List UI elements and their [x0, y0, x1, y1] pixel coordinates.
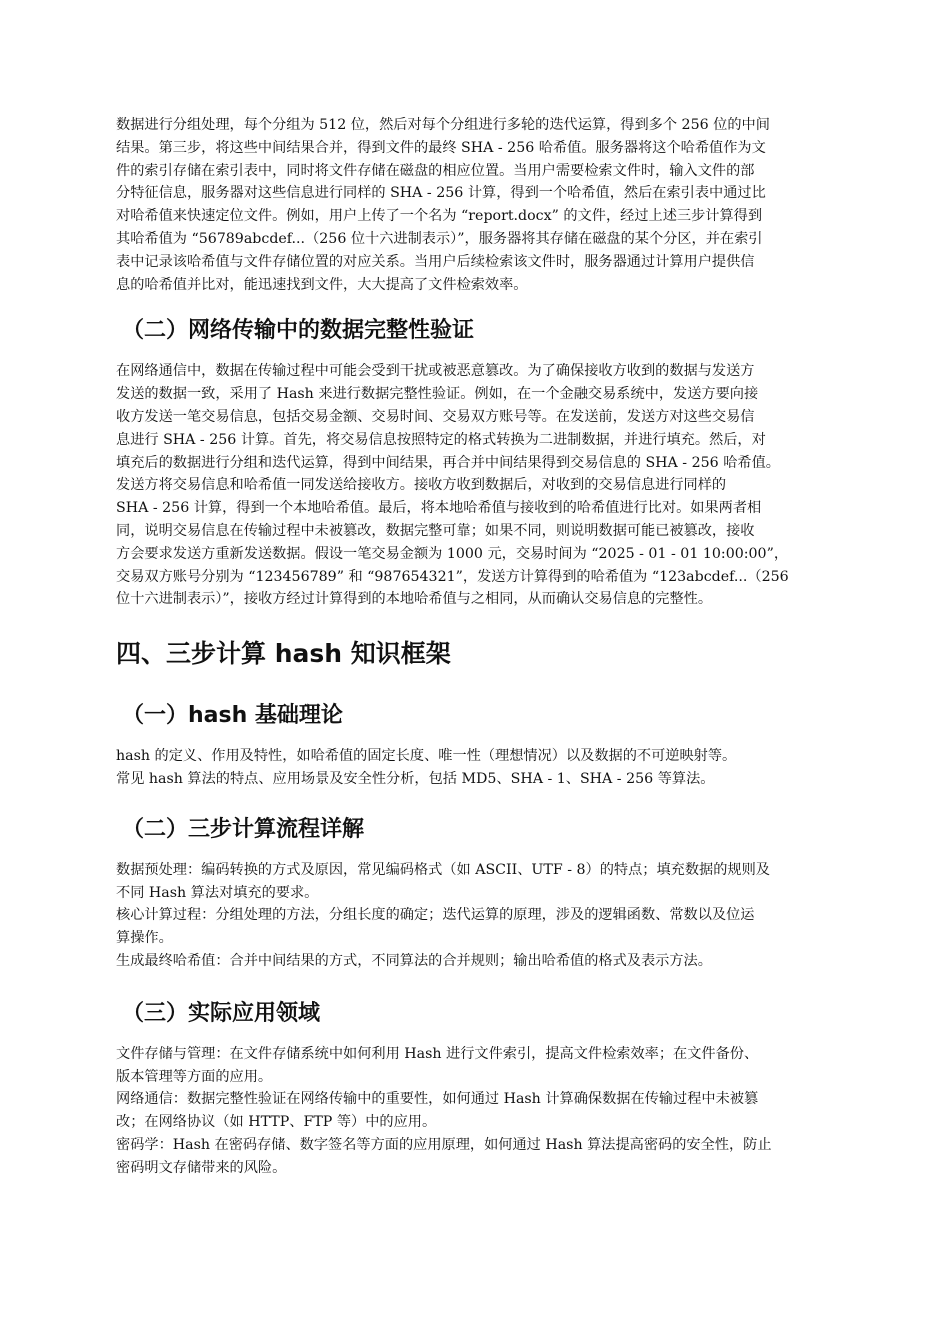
- section-heading-network: （二）网络传输中的数据完整性验证: [122, 318, 475, 344]
- list-item: [116, 1134, 838, 1180]
- paragraph-line: 交易双方账号分别为 “123456789” 和 “987654321”，发送方计算得到的哈希值为 “123abcdef...（256: [116, 568, 789, 585]
- section-heading-basics: （一）hash 基础理论: [122, 703, 343, 729]
- paragraph-line: 表中记录该哈希值与文件存储位置的对应关系。当用户后续检索该文件时，服务器通过计算用户提供信: [116, 253, 755, 270]
- paragraph-line: 填充后的数据进行分组和迭代运算，得到中间结果，再合并中间结果得到交易信息的 SHA - 256 哈希值。: [116, 454, 780, 471]
- item-line: hash 的定义、作用及特性，如哈希值的固定长度、唯一性（理想情况）以及数据的不可逆映射等。: [116, 748, 737, 765]
- list-item: [116, 950, 838, 973]
- item-line: 网络通信：数据完整性验证在网络传输中的重要性，如何通过 Hash 计算确保数据在传输过程中未被篡: [116, 1091, 759, 1108]
- item-line: 生成最终哈希值：合并中间结果的方式，不同算法的合并规则；输出哈希值的格式及表示方法。: [116, 952, 712, 969]
- list-item: [116, 768, 838, 791]
- item-line: 算操作。: [116, 930, 173, 947]
- steps-list: [116, 859, 838, 973]
- paragraph-line: 其哈希值为 “56789abcdef...（256 位十六进制表示）”，服务器将其存储在磁盘的某个分区，并在索引: [116, 230, 763, 247]
- item-line: 核心计算过程：分组处理的方法，分组长度的确定；迭代运算的原理，涉及的逻辑函数、常数以及位运: [116, 907, 755, 924]
- paragraph-line: 息的哈希值并比对，能迅速找到文件，大大提高了文件检索效率。: [116, 276, 528, 293]
- paragraph-line: 数据进行分组处理，每个分组为 512 位，然后对每个分组进行多轮的迭代运算，得到多个 256 位的中间: [116, 117, 770, 133]
- paragraph-line: 在网络通信中，数据在传输过程中可能会受到干扰或被恶意篡改。为了确保接收方收到的数据与发送方: [116, 363, 755, 380]
- item-line: 常见 hash 算法的特点、应用场景及安全性分析，包括 MD5、SHA - 1、SHA - 256 等算法。: [116, 770, 715, 787]
- paragraph-line: 位十六进制表示）”，接收方经过计算得到的本地哈希值与之相同，从而确认交易信息的完整性。: [116, 591, 713, 608]
- list-item: [116, 859, 838, 905]
- basics-list: [116, 745, 838, 791]
- intro-paragraph: [116, 114, 838, 296]
- paragraph-line: 结果。第三步，将这些中间结果合并，得到文件的最终 SHA - 256 哈希值。服务器将这个哈希值作为文: [116, 139, 766, 156]
- section-heading-applications: （三）实际应用领域: [122, 1000, 321, 1026]
- paragraph-line: 方会要求发送方重新发送数据。假设一笔交易金额为 1000 元，交易时间为 “2025 - 01 - 01 10:00:00”，: [116, 545, 789, 562]
- item-line: 密码学：Hash 在密码存储、数字签名等方面的应用原理，如何通过 Hash 算法提高密码的安全性，防止: [116, 1136, 772, 1153]
- item-line: 数据预处理：编码转换的方式及原因，常见编码格式（如 ASCII、UTF - 8）的特点；填充数据的规则及: [116, 861, 770, 878]
- list-item: [116, 745, 838, 768]
- item-line: 版本管理等方面的应用。: [116, 1068, 273, 1085]
- network-paragraph: [116, 360, 838, 611]
- list-item: [116, 904, 838, 950]
- paragraph-line: SHA - 256 计算，得到一个本地哈希值。最后，将本地哈希值与接收到的哈希值进行比对。如果两者相: [116, 500, 762, 517]
- paragraph-line: 件的索引存储在索引表中，同时将文件存储在磁盘的相应位置。当用户需要检索文件时，输入文件的部: [116, 162, 755, 179]
- paragraph-line: 收方发送一笔交易信息，包括交易金额、交易时间、交易双方账号等。在发送前，发送方对这些交易信: [116, 408, 755, 425]
- item-line: 文件存储与管理：在文件存储系统中如何利用 Hash 进行文件索引，提高文件检索效率；在文件备份、: [116, 1045, 759, 1062]
- paragraph-line: 发送的数据一致，采用了 Hash 来进行数据完整性验证。例如，在一个金融交易系统中，发送方要向接: [116, 386, 759, 403]
- paragraph-line: 同，说明交易信息在传输过程中未被篡改，数据完整可靠；如果不同，则说明数据可能已被篡改，接收: [116, 522, 755, 539]
- applications-list: [116, 1043, 838, 1180]
- item-line: 不同 Hash 算法对填充的要求。: [116, 884, 319, 901]
- section-heading-steps: （二）三步计算流程详解: [122, 816, 365, 842]
- chapter-heading-four: 四、三步计算 hash 知识框架: [116, 639, 451, 669]
- paragraph-line: 发送方将交易信息和哈希值一同发送给接收方。接收方收到数据后，对收到的交易信息进行同样的: [116, 477, 727, 494]
- paragraph-line: 对哈希值来快速定位文件。例如，用户上传了一个名为 “report.docx” 的文件，经过上述三步计算得到: [116, 208, 763, 225]
- list-item: [116, 1043, 838, 1089]
- paragraph-line: 息进行 SHA - 256 计算。首先，将交易信息按照特定的格式转换为二进制数据，并进行填充。然后，对: [116, 431, 766, 448]
- paragraph-line: 分特征信息，服务器对这些信息进行同样的 SHA - 256 计算，得到一个哈希值，然后在索引表中通过比: [116, 185, 766, 202]
- item-line: 改；在网络协议（如 HTTP、FTP 等）中的应用。: [116, 1114, 437, 1131]
- list-item: [116, 1088, 838, 1134]
- item-line: 密码明文存储带来的风险。: [116, 1159, 287, 1176]
